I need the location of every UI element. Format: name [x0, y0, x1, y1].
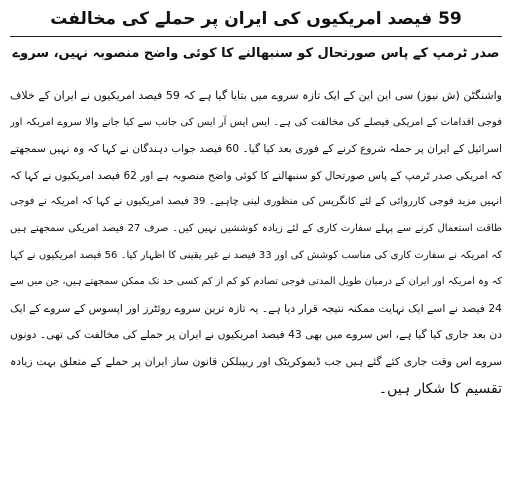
- body-line: کہ امریکی صدر ٹرمپ کے پاس صورتحال کو سنبھالنے کا کوئی واضح منصوبہ ہے اور 62 فیصد امریکیوں نے کہا کہ: [10, 169, 502, 182]
- body-line: واشنگٹن (ش نیوز) سی این این کے ایک تازہ سروے میں بتایا گیا ہے کہ 59 فیصد امریکیوں نے ایران کے خلاف: [10, 89, 502, 102]
- body-line: کہ وہ امریکہ اور ایران کے درمیان طویل المدتی فوجی تصادم کو کم از کم کسی حد تک ممکن سمجھتے ہیں، جن میں سے: [10, 276, 502, 288]
- headline: 59 فیصد امریکیوں کی ایران پر حملے کی مخالفت: [50, 9, 462, 29]
- article-body: [10, 83, 502, 402]
- body-line-last: تقسیم کا شکار ہیں۔: [378, 380, 502, 397]
- body-line: اسرائیل کے ایران پر حملہ شروع کرنے کے فوری بعد کیا گیا۔ 60 فیصد جواب دہندگان نے کہا کہ وہ نہیں سمجھتے: [10, 143, 502, 156]
- body-line: فوجی اقدامات کے امریکی فیصلے کی مخالفت کی ہے۔ ایس ایس آر ایس کی جانب سے کیا جانے والا سروے امریکہ اور: [10, 116, 502, 128]
- headline-divider: [10, 36, 502, 37]
- body-line: طاقت استعمال کرنے سے پہلے سفارت کاری کے لئے زیادہ کوششیں نہیں کیں۔ صرف 27 فیصد امریکی سمجھتے ہیں: [10, 222, 502, 234]
- body-line: سروے اس وقت جاری کئے گئے ہیں جب ڈیموکریٹک اور ریپبلکن قانون ساز ایران پر حملے کے متعلق بہت زیادہ: [10, 354, 502, 368]
- body-line: دن بعد جاری کیا گیا ہے، اس سروے میں بھی 43 فیصد امریکیوں نے ایران پر حملے کی مخالفت کی تھی۔ دونوں: [10, 328, 502, 342]
- body-line: 24 فیصد نے اسے ایک نہایت ممکنہ نتیجہ قرار دیا ہے۔ یہ تازہ ترین سروے روئٹرز اور اپسوس کے سروے کے ایک: [10, 301, 502, 315]
- subheadline: صدر ٹرمپ کے پاس صورتحال کو سنبھالنے کا کوئی واضح منصوبہ نہیں، سروے: [12, 46, 500, 61]
- body-line: کہ امریکہ نے سفارت کاری کی مناسب کوشش کی اور 33 فیصد نے غیر یقینی کا اظہار کیا۔ 56 فیصد امریکیوں نے کہا: [10, 249, 502, 261]
- news-article: [10, 4, 502, 402]
- body-line: انہیں مزید فوجی کارروائی کے لئے کانگریس کی منظوری لینی چاہیے۔ 39 فیصد امریکیوں نے کہا کہ امریکہ نے فوجی: [10, 196, 502, 208]
